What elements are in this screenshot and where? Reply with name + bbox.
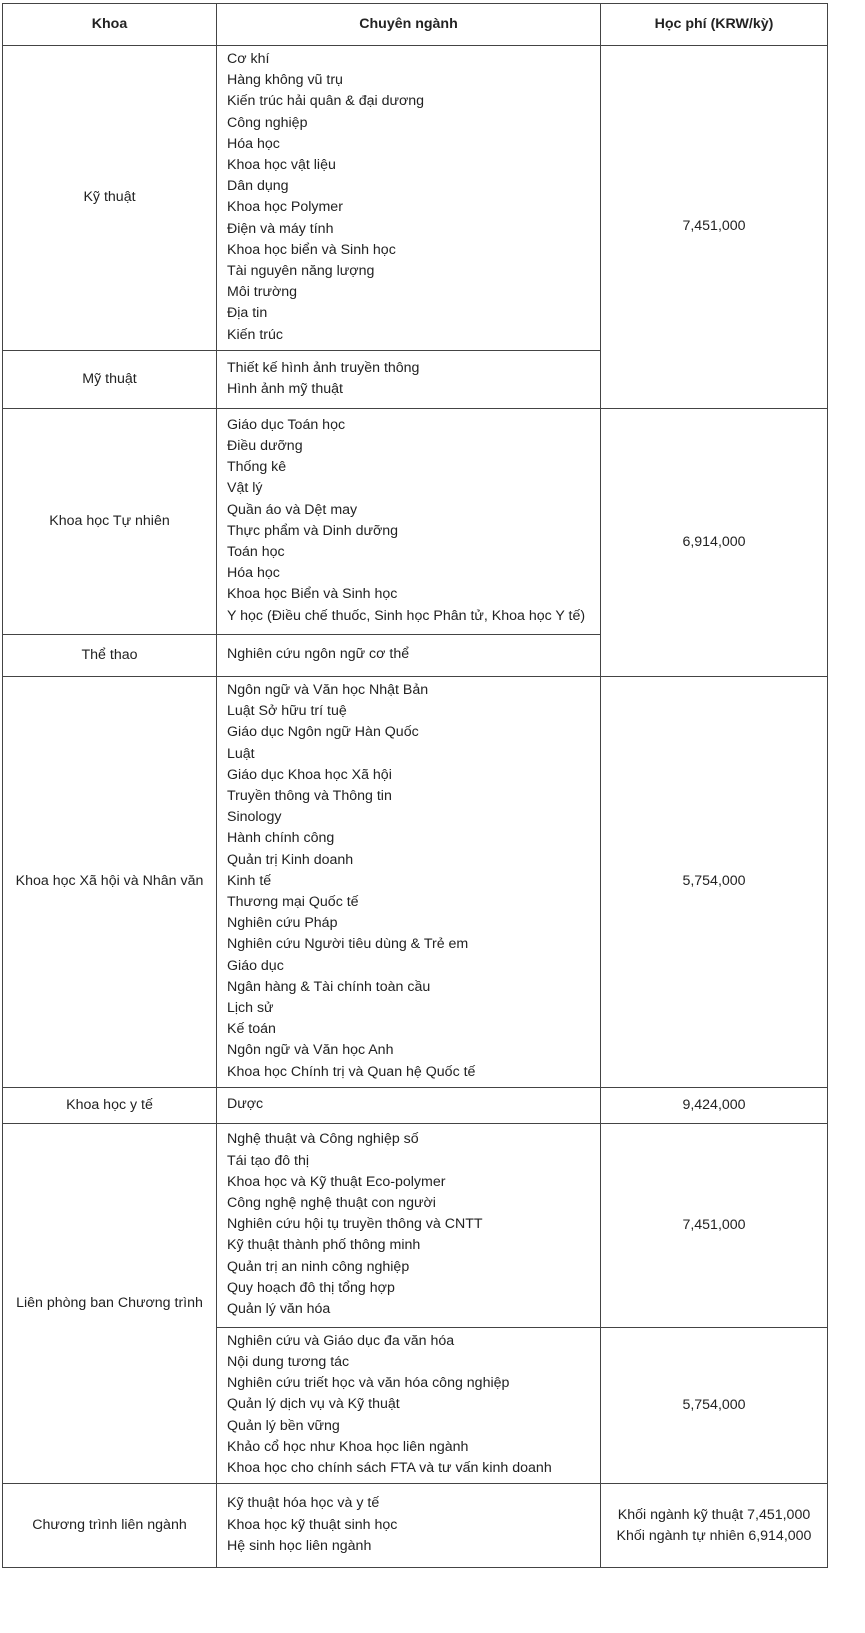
fee-cell: 6,914,000 (601, 408, 828, 676)
major-item: Hàng không vũ trụ (227, 72, 343, 89)
major-item: Hệ sinh học liên ngành (227, 1537, 372, 1554)
faculty-cell: Mỹ thuật (3, 350, 217, 408)
major-item: Khoa học vật liệu (227, 157, 336, 174)
majors-cell (217, 1087, 601, 1123)
majors-cell (217, 1327, 601, 1483)
major-item: Địa tin (227, 305, 268, 322)
major-item: Khoa học Polymer (227, 199, 343, 216)
fee-line: Khối ngành tự nhiên 6,914,000 (616, 1527, 812, 1544)
major-item: Thương mại Quốc tế (227, 893, 359, 910)
header-row (3, 4, 828, 46)
major-item: Tài nguyên năng lượng (227, 263, 375, 280)
faculty-cell: Chương trình liên ngành (3, 1484, 217, 1568)
major-item: Điện và máy tính (227, 220, 334, 237)
major-item: Nghiên cứu Pháp (227, 915, 338, 932)
major-item: Hóa học (227, 565, 280, 582)
major-item: Kinh tế (227, 872, 272, 889)
major-item: Quản lý văn hóa (227, 1301, 331, 1318)
major-item: Nghiên cứu và Giáo dục đa văn hóa (227, 1332, 455, 1349)
major-item: Quản lý bền vững (227, 1417, 340, 1434)
major-item: Thống kê (227, 459, 287, 476)
major-item: Thực phẩm và Dinh dưỡng (227, 522, 399, 539)
table-row (3, 1484, 828, 1568)
table-row (3, 1087, 828, 1123)
major-item: Truyền thông và Thông tin (227, 787, 392, 804)
table-row (3, 408, 828, 634)
majors-cell (217, 1484, 601, 1568)
major-item: Ngôn ngữ và Văn học Nhật Bản (227, 681, 429, 698)
header-major: Chuyên ngành (217, 4, 601, 46)
major-item: Quản trị Kinh doanh (227, 851, 354, 868)
major-item: Kế toán (227, 1021, 276, 1038)
table-row (3, 1123, 828, 1327)
majors-cell (217, 408, 601, 634)
majors-cell (217, 634, 601, 676)
major-item: Nội dung tương tác (227, 1354, 350, 1371)
major-item: Giáo dục Ngôn ngữ Hàn Quốc (227, 724, 419, 741)
table-row (3, 46, 828, 351)
faculty-cell: Khoa học Xã hội và Nhân văn (3, 676, 217, 1087)
major-item: Dược (227, 1096, 264, 1113)
major-item: Khoa học biển và Sinh học (227, 241, 396, 258)
table-row (3, 676, 828, 1087)
header-fee: Học phí (KRW/kỳ) (601, 4, 828, 46)
majors-cell (217, 46, 601, 351)
major-item: Ngân hàng & Tài chính toàn cầu (227, 978, 431, 995)
major-item: Kiến trúc hải quân & đại dương (227, 93, 425, 110)
major-item: Nghiên cứu hội tụ truyền thông và CNTT (227, 1216, 483, 1233)
major-item: Khoa học và Kỹ thuật Eco-polymer (227, 1173, 446, 1190)
major-item: Quần áo và Dệt may (227, 501, 358, 518)
major-item: Luật Sở hữu trí tuệ (227, 703, 347, 720)
majors-cell (217, 350, 601, 408)
major-item: Tái tạo đô thị (227, 1152, 310, 1169)
major-item: Kỹ thuật hóa học và y tế (227, 1495, 380, 1512)
major-item: Khoa học cho chính sách FTA và tư vấn kinh doanh (227, 1460, 552, 1477)
major-item: Nghiên cứu Người tiêu dùng & Trẻ em (227, 936, 469, 953)
major-item: Quy hoạch đô thị tổng hợp (227, 1279, 395, 1296)
major-item: Khoa học Biển và Sinh học (227, 586, 398, 603)
major-item: Vật lý (227, 480, 263, 497)
major-item: Ngôn ngữ và Văn học Anh (227, 1042, 394, 1059)
major-item: Môi trường (227, 284, 298, 301)
major-item: Điều dưỡng (227, 438, 303, 455)
majors-cell (217, 676, 601, 1087)
major-item: Kiến trúc (227, 326, 283, 343)
major-item: Nghiên cứu triết học và văn hóa công nghiệp (227, 1375, 510, 1392)
faculty-cell: Kỹ thuật (3, 46, 217, 351)
major-item: Giáo dục (227, 957, 284, 974)
major-item: Kỹ thuật thành phố thông minh (227, 1237, 421, 1254)
major-item: Dân dụng (227, 178, 289, 195)
major-item: Hành chính công (227, 830, 335, 847)
major-item: Hóa học (227, 135, 280, 152)
major-item: Khoa học Chính trị và Quan hệ Quốc tế (227, 1063, 476, 1080)
major-item: Y học (Điều chế thuốc, Sinh học Phân tử, Khoa học Y tế) (227, 607, 586, 624)
major-item: Công nghệ nghệ thuật con người (227, 1195, 436, 1212)
major-item: Cơ khí (227, 51, 270, 67)
major-item: Sinology (227, 809, 282, 826)
fee-cell: 5,754,000 (601, 676, 828, 1087)
major-item: Hình ảnh mỹ thuật (227, 380, 343, 397)
fee-cell: 7,451,000 (601, 46, 828, 409)
major-item: Khảo cổ học như Khoa học liên ngành (227, 1438, 469, 1455)
major-item: Toán học (227, 544, 285, 561)
major-item: Khoa học kỹ thuật sinh học (227, 1516, 398, 1533)
fee-cell: 9,424,000 (601, 1087, 828, 1123)
tuition-table (2, 3, 828, 1568)
faculty-cell: Liên phòng ban Chương trình (3, 1123, 217, 1483)
majors-cell (217, 1123, 601, 1327)
fee-cell (601, 1484, 828, 1568)
major-item: Giáo dục Toán học (227, 416, 346, 433)
major-item: Nghệ thuật và Công nghiệp số (227, 1131, 419, 1148)
faculty-cell: Khoa học y tế (3, 1087, 217, 1123)
major-item: Lịch sử (227, 999, 274, 1016)
fee-cell: 7,451,000 (601, 1123, 828, 1327)
fee-line: Khối ngành kỹ thuật 7,451,000 (617, 1506, 811, 1523)
major-item: Nghiên cứu ngôn ngữ cơ thể (227, 646, 410, 663)
fee-cell: 5,754,000 (601, 1327, 828, 1483)
faculty-cell: Khoa học Tự nhiên (3, 408, 217, 634)
header-faculty: Khoa (3, 4, 217, 46)
major-item: Thiết kế hình ảnh truyền thông (227, 359, 420, 376)
major-item: Quản lý dịch vụ và Kỹ thuật (227, 1396, 400, 1413)
major-item: Luật (227, 745, 255, 762)
major-item: Giáo dục Khoa học Xã hội (227, 766, 392, 783)
major-item: Công nghiệp (227, 114, 308, 131)
faculty-cell: Thể thao (3, 634, 217, 676)
major-item: Quản trị an ninh công nghiệp (227, 1258, 410, 1275)
